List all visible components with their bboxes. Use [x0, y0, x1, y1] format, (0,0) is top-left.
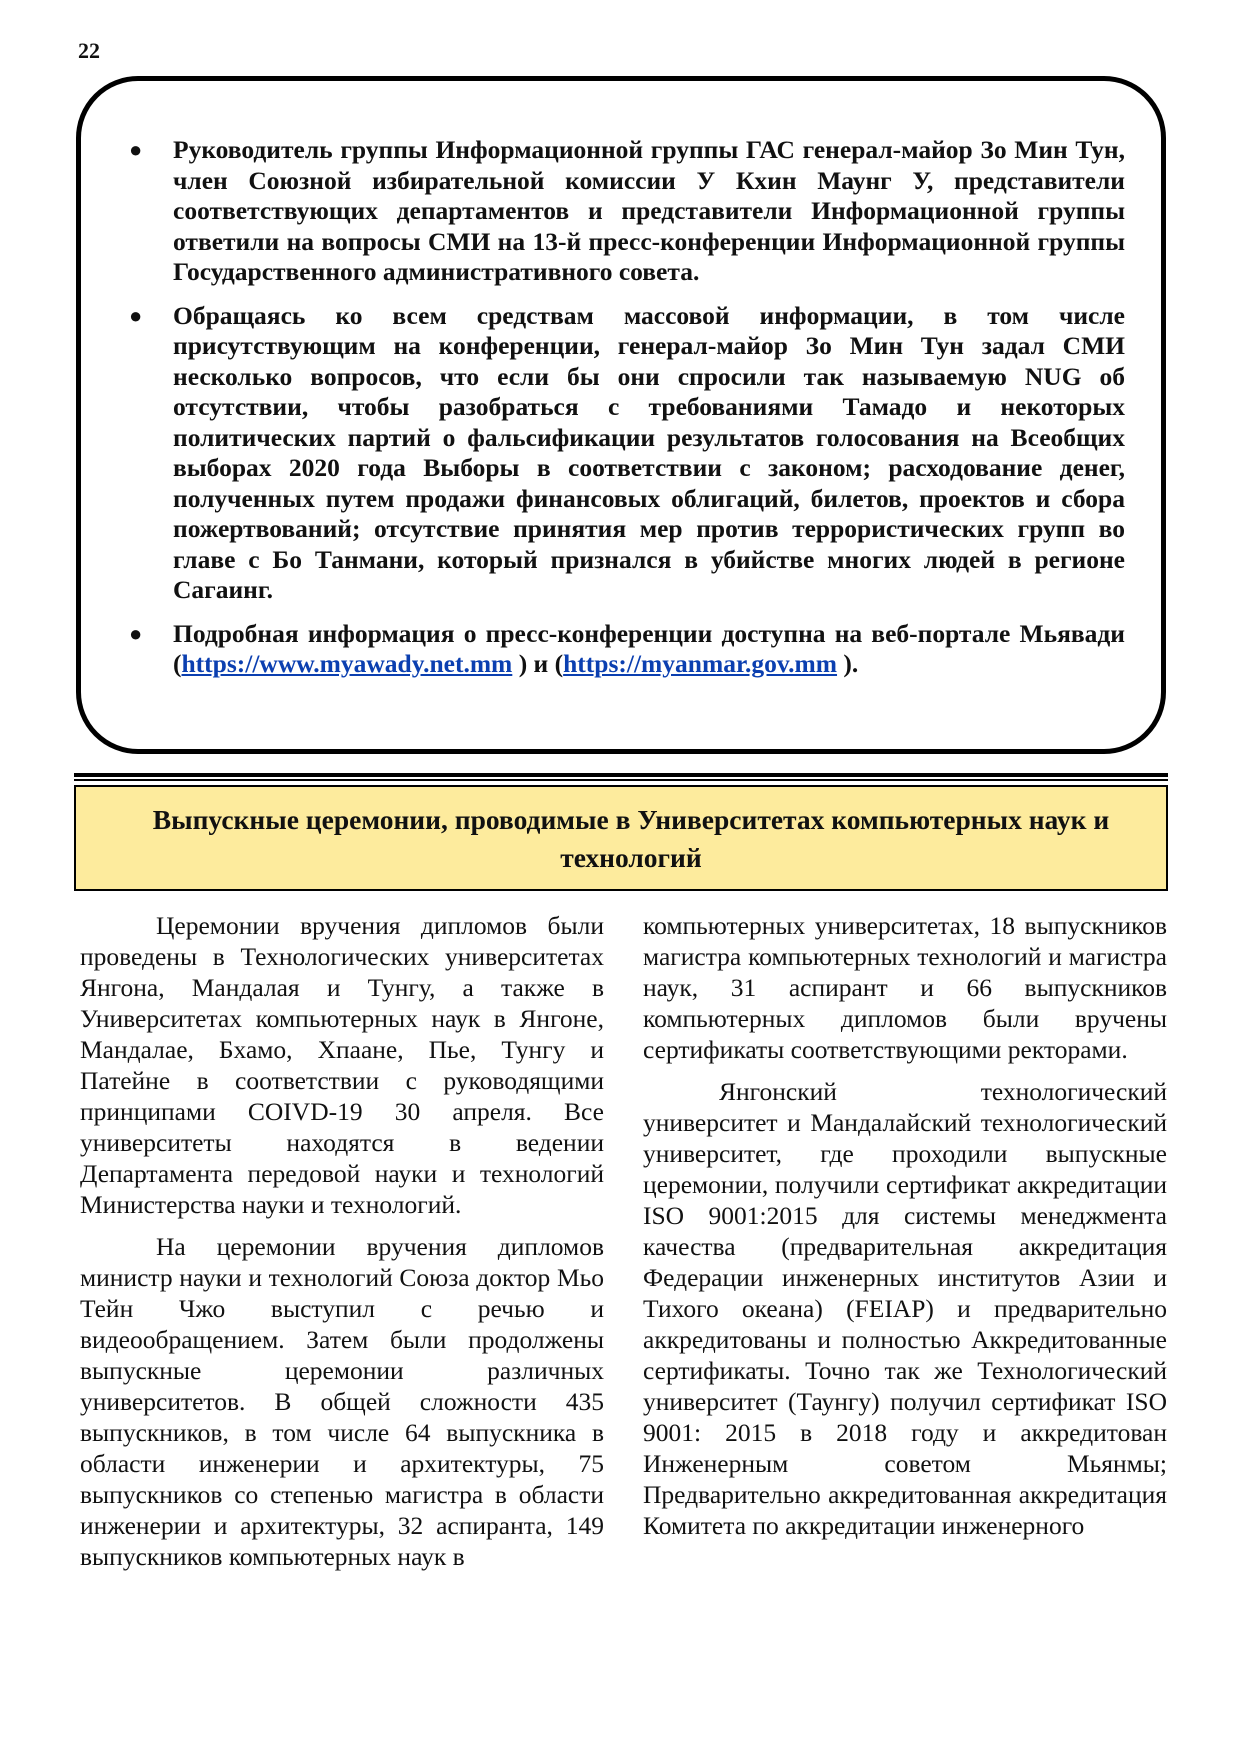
summary-item-text: ). — [837, 649, 859, 678]
myawady-link[interactable]: https://www.myawady.net.mm — [181, 649, 513, 678]
divider — [74, 773, 1168, 777]
article-headline: Выпускные церемонии, проводимые в Университетах компьютерных наук и технологий — [74, 785, 1168, 891]
bullet-icon: ● — [129, 302, 143, 328]
article-paragraph: компьютерных университетах, 18 выпускников магистра компьютерных технологий и магистра наук, 31 аспирант и 66 выпускников компьютерных дипломов были вручены сертификаты соответствующими ректорами. — [643, 911, 1167, 1064]
summary-item — [111, 619, 1125, 680]
summary-item-text: Руководитель группы Информационной группы ГАС генерал-майор Зо Мин Тун, член Союзной избирательной комиссии У Кхин Маунг У, представители соответствующих департаментов и представители Информационной группы ответили на вопросы СМИ на 13-й пресс-конференции Информационной группы Государственного административного совета. — [173, 135, 1125, 286]
article-column-right — [643, 910, 1167, 1552]
article-paragraph: На церемонии вручения дипломов министр науки и технологий Союза доктор Мьо Тейн Чжо выступил с речью и видеообращением. Затем были продолжены выпускные церемонии различных университетов. В общей сложности 435 выпускников, в том числе 64 выпускника в области инженерии и архитектуры, 75 выпускников со степенью магистра в области инженерии и архитектуры, 32 аспиранта, 149 выпускников компьютерных наук в — [80, 1232, 604, 1571]
bullet-icon: ● — [129, 137, 143, 162]
summary-box — [76, 76, 1166, 754]
divider — [74, 779, 1168, 781]
summary-item — [111, 301, 1125, 606]
summary-item-text: ) и ( — [512, 649, 564, 678]
article-paragraph: Церемонии вручения дипломов были проведены в Технологических университетах Янгона, Мандалая и Тунгу, а также в Университетах компьютерных наук в Янгоне, Мандалае, Бхамо, Хпаане, Пье, Тунгу и Патейне в соответствии с руководящими принципами COIVD-19 30 апреля. Все университеты находятся в ведении Департамента передовой науки и технологий Министерства науки и технологий. — [80, 911, 604, 1219]
article-paragraph: Янгонский технологический университет и Мандалайский технологический университет, где проходили выпускные церемонии, получили сертификат аккредитации ISO 9001:2015 для системы менеджмента качества (предварительная аккредитация Федерации инженерных институтов Азии и Тихого океана) (FEIAP) и предварительно аккредитованы и полностью Аккредитованные сертификаты. Точно так же Технологический университет (Таунгу) получил сертификат ISO 9001: 2015 в 2018 году и аккредитован Инженерным советом Мьянмы; Предварительно аккредитованная аккредитация Комитета по аккредитации инженерного — [643, 1077, 1167, 1540]
myanmar-gov-link[interactable]: https://myanmar.gov.mm — [563, 649, 838, 678]
summary-item-text: Обращаясь ко всем средствам массовой информации, в том числе присутствующим на конференции, генерал-майор Зо Мин Тун задал СМИ несколько вопросов, что если бы они спросили так называемую NUG об отсутствии, чтобы разобраться с требованиями Тамадо и некоторых политических партий о фальсификации результатов голосования на Всеобщих выборах 2020 года Выборы в соответствии с законом; расходование денег, полученных путем продажи финансовых облигаций, билетов, проектов и сбора пожертвований; отсутствие принятия мер против террористических групп во главе с Бо Танмани, который признался в убийстве многих людей в регионе Сагаинг. — [173, 300, 1125, 604]
page-number: 22 — [78, 38, 100, 63]
summary-list — [111, 135, 1125, 680]
article-column-left — [80, 910, 604, 1583]
bullet-icon: ● — [129, 620, 143, 646]
summary-item-text: Подробная информация о пресс-конференции доступна на веб-портале Мьявади ( — [173, 618, 1125, 678]
summary-item — [111, 135, 1125, 288]
